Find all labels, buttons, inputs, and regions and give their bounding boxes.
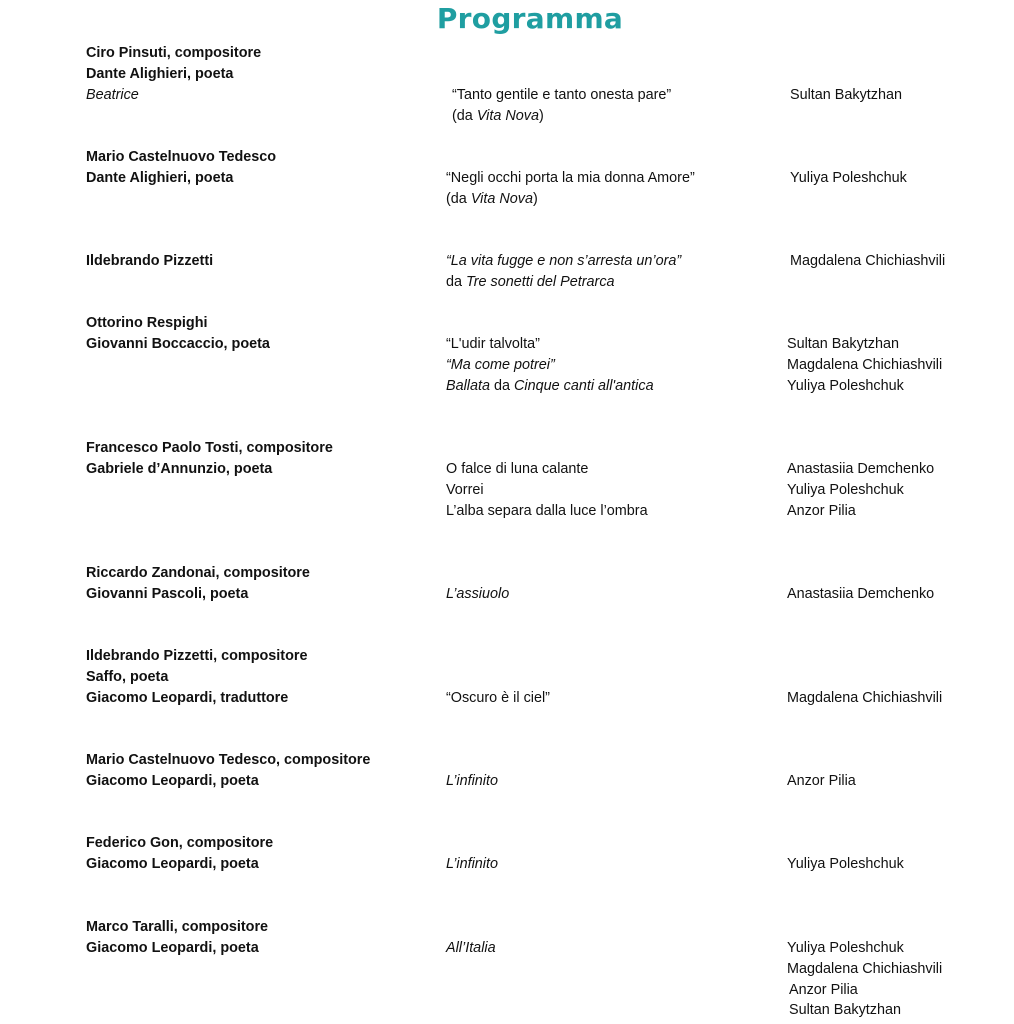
performer: Yuliya Poleshchuk [787,378,904,394]
composer-line: Mario Castelnuovo Tedesco, compositore [86,752,371,768]
performer: Yuliya Poleshchuk [787,482,904,498]
translator-line: Giacomo Leopardi, traduttore [86,690,289,706]
composer-line: Francesco Paolo Tosti, compositore [86,440,333,456]
work-line: “Ma come potrei” [446,357,555,373]
composer-line: Ildebrando Pizzetti, compositore [86,648,308,664]
composer-line: Marco Taralli, compositore [86,919,269,935]
poet-line: Giacomo Leopardi, poeta [86,940,259,956]
performer: Anzor Pilia [789,982,858,998]
composer-line: Ildebrando Pizzetti [86,253,214,269]
work-line: “L'udir talvolta” [446,336,540,352]
composer-line: Riccardo Zandonai, compositore [86,565,310,581]
work-line: O falce di luna calante [446,461,589,477]
page-title: Programma [436,2,624,35]
poet-line: Gabriele d’Annunzio, poeta [86,461,273,477]
poet-line: Giacomo Leopardi, poeta [86,856,259,872]
composer-line: Mario Castelnuovo Tedesco [86,149,277,165]
work-line: Ballata da Cinque canti all'antica [446,378,654,394]
performer: Magdalena Chichiashvili [787,961,943,977]
performer: Magdalena Chichiashvili [787,690,943,706]
performer: Sultan Bakytzhan [790,87,902,103]
work-line: L’assiuolo [446,586,510,602]
composer-line: Ottorino Respighi [86,315,208,331]
work-line: (da Vita Nova) [452,108,544,124]
work-line: Vorrei [446,482,484,498]
work-line: L’alba separa dalla luce l’ombra [446,503,648,519]
work-line: da Tre sonetti del Petrarca [446,274,615,290]
work-line: “Negli occhi porta la mia donna Amore” [446,170,695,186]
performer: Yuliya Poleshchuk [787,940,904,956]
poet-line: Giacomo Leopardi, poeta [86,773,259,789]
performer: Sultan Bakytzhan [789,1002,901,1018]
work-line: “La vita fugge e non s’arresta un’ora” [446,253,682,269]
performer: Magdalena Chichiashvili [787,357,943,373]
work-line: L’infinito [446,856,499,872]
work-line: “Oscuro è il ciel” [446,690,550,706]
composer-line: Ciro Pinsuti, compositore [86,45,262,61]
performer: Anzor Pilia [787,503,856,519]
work-line: (da Vita Nova) [446,191,538,207]
work-line: “Tanto gentile e tanto onesta pare” [452,87,672,103]
performer: Anzor Pilia [787,773,856,789]
performer: Yuliya Poleshchuk [790,170,907,186]
performer: Anastasiia Demchenko [787,461,935,477]
poet-line: Dante Alighieri, poeta [86,170,234,186]
poet-line: Giovanni Pascoli, poeta [86,586,249,602]
poet-line: Dante Alighieri, poeta [86,66,234,82]
performer: Anastasiia Demchenko [787,586,935,602]
performer: Sultan Bakytzhan [787,336,899,352]
performer: Yuliya Poleshchuk [787,856,904,872]
poet-line: Saffo, poeta [86,669,169,685]
performer: Magdalena Chichiashvili [790,253,946,269]
work-line: L’infinito [446,773,499,789]
work-line: All’Italia [446,940,496,956]
piece-subtitle: Beatrice [86,87,139,103]
composer-line: Federico Gon, compositore [86,835,274,851]
poet-line: Giovanni Boccaccio, poeta [86,336,270,352]
